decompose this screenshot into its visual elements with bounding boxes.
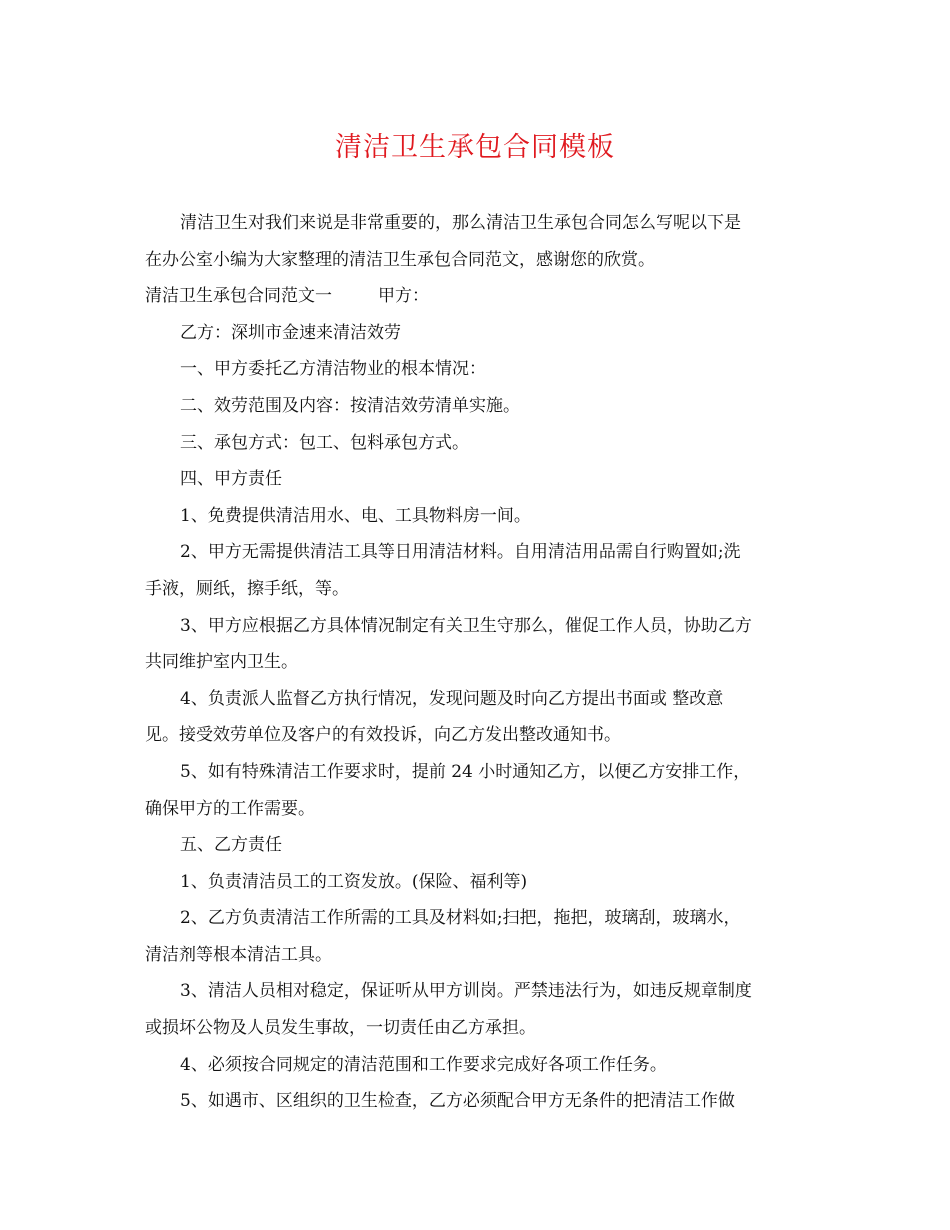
clause-line: 2、乙方负责清洁工作所需的工具及材料如;扫把，拖把，玻璃刮，玻璃水， (180, 908, 741, 929)
clause-line: 3、甲方应根据乙方具体情况制定有关卫生守那么，催促工作人员，协助乙方 (180, 615, 752, 636)
clause-line: 见。接受效劳单位及客户的有效投诉，向乙方发出整改通知书。 (145, 725, 621, 746)
sample-heading: 清洁卫生承包合同范文一 (145, 286, 332, 307)
intro-line: 在办公室小编为大家整理的清洁卫生承包合同范文，感谢您的欣赏。 (145, 249, 655, 270)
clause-line: 1、负责清洁员工的工资发放。(保险、福利等) (180, 871, 528, 892)
clause-line: 手液，厕纸，擦手纸，等。 (145, 578, 349, 599)
party-a: 甲方： (378, 286, 429, 307)
clause-line: 5、如有特殊清洁工作要求时，提前 24 小时通知乙方，以便乙方安排工作， (180, 761, 751, 782)
clause-line: 1、免费提供清洁用水、电、工具物料房一间。 (180, 505, 531, 526)
clause-line: 确保甲方的工作需要。 (145, 798, 315, 819)
clause-line: 3、清洁人员相对稳定，保证听从甲方训岗。严禁违法行为，如违反规章制度 (180, 981, 752, 1002)
section-heading: 五、乙方责任 (180, 835, 282, 856)
intro-line: 清洁卫生对我们来说是非常重要的，那么清洁卫生承包合同怎么写呢以下是 (180, 213, 741, 233)
clause-line: 5、如遇市、区组织的卫生检查，乙方必须配合甲方无条件的把清洁工作做 (180, 1091, 735, 1112)
clause-line: 或损坏公物及人员发生事故，一切责任由乙方承担。 (145, 1018, 536, 1039)
clause-line: 清洁剂等根本清洁工具。 (145, 944, 332, 965)
sample-heading-line (145, 278, 815, 315)
clause-2: 二、效劳范围及内容：按清洁效劳清单实施。 (180, 395, 520, 416)
clause-line: 4、必须按合同规定的清洁范围和工作要求完成好各项工作任务。 (180, 1054, 667, 1075)
clause-line: 2、甲方无需提供清洁工具等日用清洁材料。自用清洁用品需自行购置如;洗 (180, 542, 741, 563)
party-b: 乙方：深圳市金速来清洁效劳 (180, 322, 401, 343)
clause-line: 4、负责派人监督乙方执行情况，发现问题及时向乙方提出书面或 整改意 (180, 688, 724, 709)
clause-line: 共同维护室内卫生。 (145, 652, 298, 673)
document-title: 清洁卫生承包合同模板 (335, 132, 615, 163)
document-body (145, 205, 815, 1120)
clause-1: 一、甲方委托乙方清洁物业的根本情况： (180, 359, 486, 380)
section-heading: 四、甲方责任 (180, 469, 282, 490)
clause-3: 三、承包方式：包工、包料承包方式。 (180, 432, 469, 453)
